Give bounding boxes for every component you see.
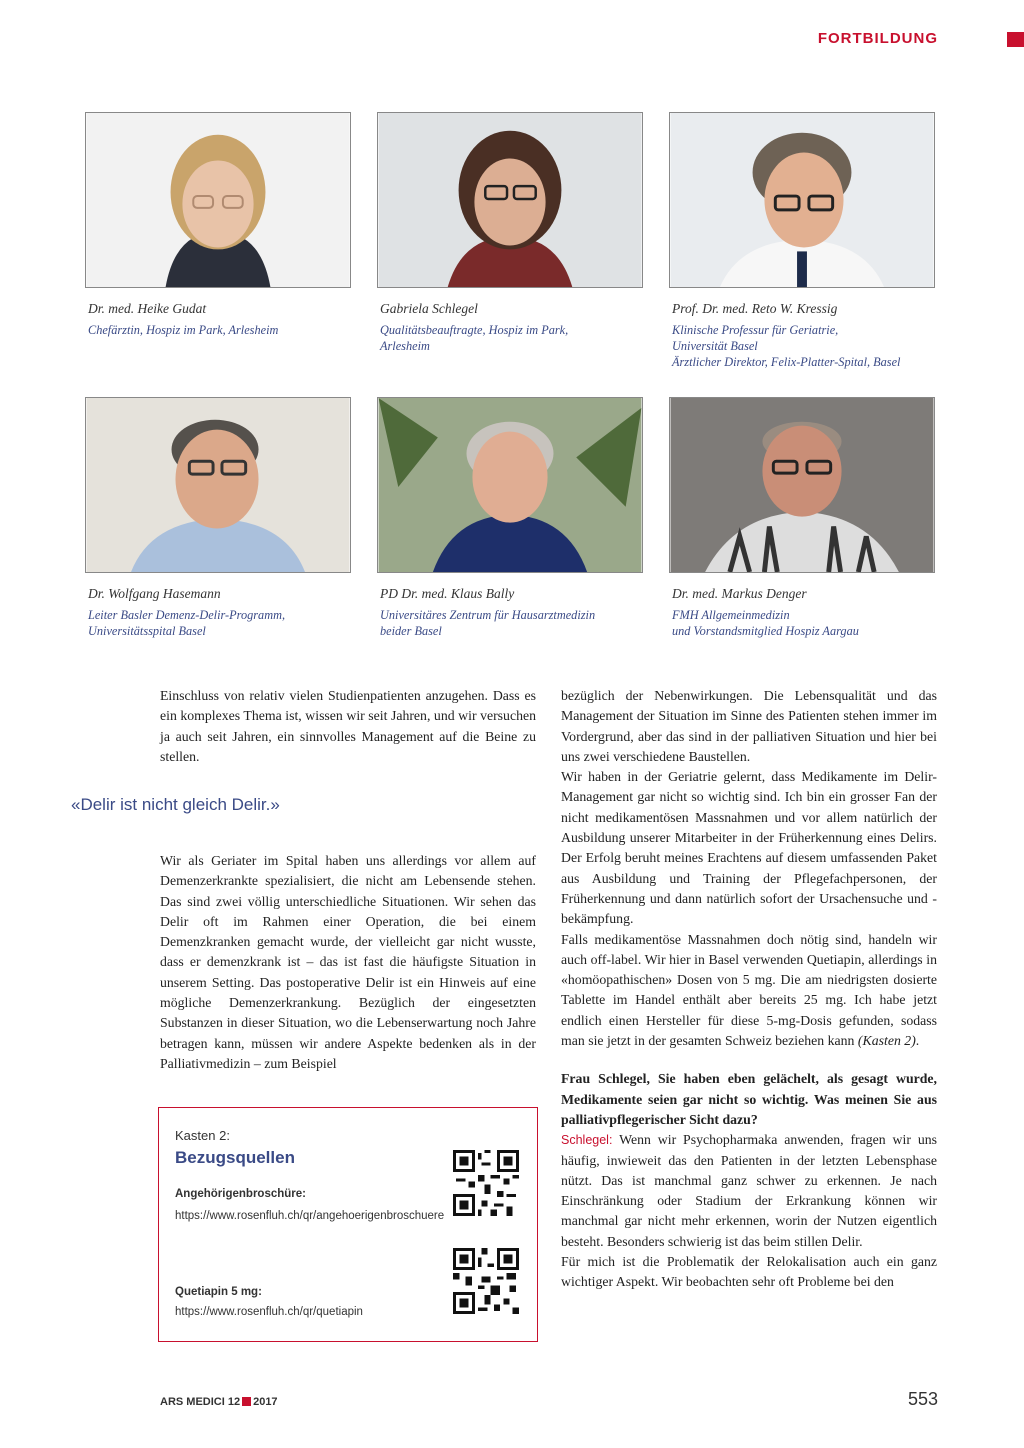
caption-2 [380,300,650,354]
footer-marker [242,1397,251,1406]
footer-magazine [160,1396,278,1408]
magazine-year: 2017 [253,1396,278,1408]
person-name: PD Dr. med. Klaus Bally [380,586,515,601]
person-role: Chefärztin, Hospiz im Park, Arlesheim [88,323,279,337]
magazine-name: ARS MEDICI 12 [160,1396,241,1408]
item-url-link[interactable]: https://www.rosenfluh.ch/qr/angehoerigenbroschuere [175,1210,445,1222]
caption-4 [88,585,358,639]
caption-6 [672,585,942,639]
caption-5 [380,585,650,639]
item-url-link[interactable]: https://www.rosenfluh.ch/qr/quetiapin [175,1306,363,1318]
left-column-bottom [160,851,536,1074]
person-role: Qualitätsbeauftragte, Hospiz im Park, Arlesheim [380,323,569,353]
qr-code-icon[interactable] [453,1150,519,1216]
box-title: Bezugsquellen [175,1148,295,1167]
item-label: Angehörigenbroschüre: [175,1188,306,1200]
portrait-photo-3 [669,112,935,288]
left-column-top [160,686,536,767]
paragraph: Wir haben in der Geriatrie gelernt, dass Medikamente im Delir-Management gar nicht so wichtig sind. Ich bin ein grosser Fan der nicht medikamentösen Massnahmen und vor allem natürlich der Ausbildung unserer Mitarbeiter in der Früherkennung eines Delirs. Der Erfolg beruht meines Erachtens auf diesem umfassenden Paket aus Ausbildung und Training der Pflegefachpersonen, der Früherkennung und dann natürlich sofort der Ursachensuche und -bekämpfung. [561,769,937,927]
person-name: Dr. med. Heike Gudat [88,301,207,316]
box-reference: (Kasten 2) [857,1033,916,1049]
paragraph [561,1130,937,1252]
paragraph: Wir als Geriater im Spital haben uns allerdings vor allem auf Demenzerkrankte spezialisiert, die nicht am Lebensende stehen. Das sind zwei völlig unterschiedliche Situationen. Wir sehen das Delir oft im Rahmen einer Operation, die bei einem Demenzkranken gemacht wurde, der vielleicht gar nicht wusste, dass er demenzkrank ist – das ist fast die häufigste Situation in unserem Setting. Das postoperative Delir ist ein Hinweis auf eine mögliche Demenzerkrankung. Bezüglich der eingesetzten Substanzen in dieser Situation, wo die Lebenserwartung noch Jahre betragen kann, müssen wir andere Aspekte bedenken als in der Palliativmedizin – zum Beispiel [160,853,536,1071]
person-name: Prof. Dr. med. Reto W. Kressig [672,301,838,316]
paragraph-text: Wenn wir Psychopharmaka anwenden, fragen wir uns häufig, inwieweit das den Patienten in der letzten Lebensphase nützt. Das ist manchmal ganz schwer zu erkennen. Je nach Einschränkung oder Stadium der Erkrankung können wir manchmal gar nicht mehr erkennen, worin der Nutzen eigentlich besteht. Besonders schwierig ist das beim stillen Delir. [561,1132,937,1249]
person-role: Universitäres Zentrum für Hausarztmedizin beider Basel [380,608,596,638]
person-name: Dr. Wolfgang Hasemann [88,586,221,601]
item-label: Quetiapin 5 mg: [175,1286,262,1298]
portrait-photo-4 [85,397,351,573]
person-role: Leiter Basler Demenz-Delir-Programm, Universitätsspital Basel [88,608,286,638]
caption-1 [88,300,358,338]
person-name: Gabriela Schlegel [380,301,478,316]
caption-3 [672,300,942,370]
qr-code-icon[interactable] [453,1248,519,1314]
section-marker [1007,32,1024,47]
section-label: FORTBILDUNG [817,30,938,47]
portrait-photo-2 [377,112,643,288]
interview-question: Frau Schlegel, Sie haben eben gelächelt, als gesagt wurde, Medikamente seien gar nicht so wichtig. Was meinen Sie aus palliativpflegerischer Sicht dazu? [561,1071,937,1127]
speaker-label: Schlegel: [561,1133,613,1148]
person-role: Klinische Professur für Geriatrie, Universität Basel Ärztlicher Direktor, Felix-Platter-Spital, Basel [672,323,901,369]
right-column [561,686,937,1293]
portrait-photo-5 [377,397,643,573]
paragraph: Für mich ist die Problematik der Relokalisation auch ein ganz wichtiger Aspekt. Wir beobachten sehr oft Probleme bei den [561,1254,937,1290]
punctuation: . [915,1033,920,1049]
portrait-photo-1 [85,112,351,288]
paragraph-text: Falls medikamentöse Massnahmen doch nötig sind, handeln wir auch off-label. Wir hier in Basel verwenden Quetiapin, allerdings in «homöopathischen» Dosen von 5 mg. Die am niedrigsten dosierte Tablette im Handel enthält aber bereits 25 mg. Ich habe jetzt endlich einen Hersteller für diese 5-mg-Dosis gefunden, sodass man sie jetzt in der gesamten Schweiz beziehen kann [561,931,937,1049]
person-name: Dr. med. Markus Denger [672,586,807,601]
portrait-photo-6 [669,397,935,573]
paragraph: bezüglich der Nebenwirkungen. Die Lebensqualität und das Management der Situation im Sinne des Patienten stehen immer im Vordergrund, aber das sind in der palliativen Situation und hier bei uns zwei verschiedene Baustellen. [561,688,937,764]
info-box [158,1107,538,1342]
section-heading: «Delir ist nicht gleich Delir.» [71,795,280,814]
box-label: Kasten 2: [175,1128,230,1143]
paragraph [561,930,937,1052]
person-role: FMH Allgemeinmedizin und Vorstandsmitglied Hospiz Aargau [672,608,859,638]
paragraph: Einschluss von relativ vielen Studienpatienten anzugehen. Dass es ein komplexes Thema ist, wissen wir seit Jahren, und wir versuchen ja auch seit Jahren, ein sinnvolles Management auf die Beine zu stellen. [160,688,536,764]
page-number: 553 [907,1389,938,1409]
